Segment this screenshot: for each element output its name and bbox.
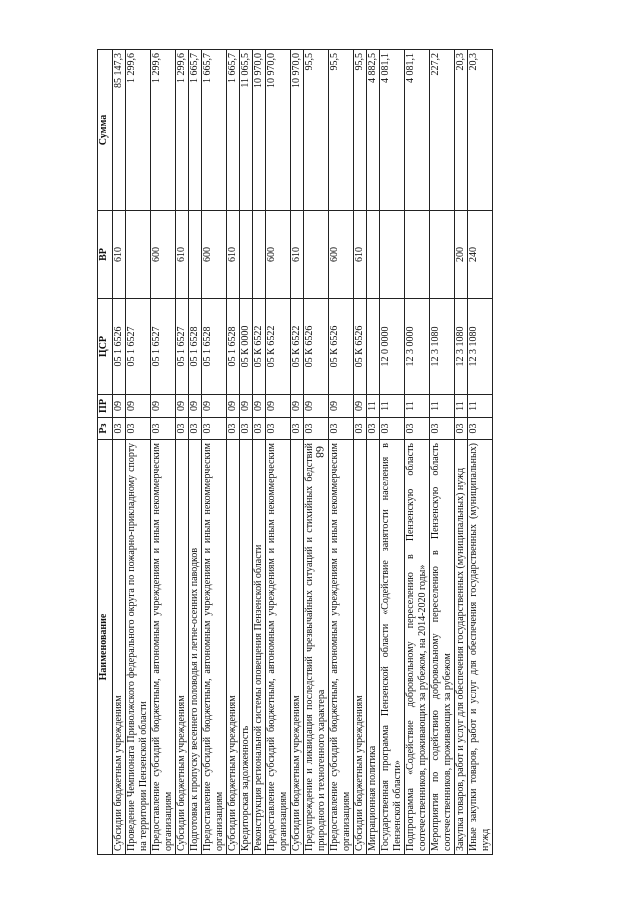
row-vr: [126, 211, 151, 299]
row-name: Реконструкция региональной системы оповещения Пензенской области: [253, 440, 266, 855]
row-csr: [367, 299, 380, 395]
row-name: Субсидии бюджетным учреждениям: [354, 440, 367, 855]
row-pr: 09: [227, 395, 240, 418]
row-sum: 1 299,6: [176, 50, 189, 211]
row-vr: [430, 211, 455, 299]
row-sum: 85 147,3: [113, 50, 126, 211]
header-name: Наименование: [98, 440, 113, 855]
table-row: [430, 50, 455, 855]
row-rz: 03: [380, 418, 405, 440]
row-name: Подготовка к пропуску весеннего половодья и летне-осенних паводков: [189, 440, 202, 855]
row-vr: [367, 211, 380, 299]
table-row: [367, 50, 380, 855]
header-sum: Сумма: [98, 50, 113, 211]
row-rz: 03: [367, 418, 380, 440]
row-pr: 09: [291, 395, 304, 418]
row-vr: [380, 211, 405, 299]
row-sum: 20,3: [455, 50, 468, 211]
row-vr: 600: [202, 211, 227, 299]
row-rz: 03: [304, 418, 329, 440]
row-name: Кредиторская задолженность: [240, 440, 253, 855]
row-pr: 09: [304, 395, 329, 418]
table-row: [253, 50, 266, 855]
row-vr: 600: [329, 211, 354, 299]
row-rz: 03: [202, 418, 227, 440]
row-sum: 1 665,7: [202, 50, 227, 211]
row-sum: 11 065,5: [240, 50, 253, 211]
row-csr: 05 К 6526: [329, 299, 354, 395]
row-vr: 610: [176, 211, 189, 299]
row-pr: 09: [329, 395, 354, 418]
row-rz: 03: [266, 418, 291, 440]
row-pr: 09: [253, 395, 266, 418]
row-vr: 200: [455, 211, 468, 299]
row-csr: 05 К 6522: [291, 299, 304, 395]
row-name: Подпрограмма «Содействие добровольному переселению в Пензенскую область соотечественников, проживающих за рубежом, на 2014-2020 годы»: [405, 440, 430, 855]
row-rz: 03: [468, 418, 493, 440]
row-sum: 10 970,0: [291, 50, 304, 211]
table-row: [176, 50, 189, 855]
row-csr: 05 1 6527: [151, 299, 176, 395]
table-row: [380, 50, 405, 855]
row-pr: 09: [113, 395, 126, 418]
row-rz: 03: [113, 418, 126, 440]
row-sum: 95,5: [304, 50, 329, 211]
row-pr: 11: [405, 395, 430, 418]
table-row: [329, 50, 354, 855]
table-row: [405, 50, 430, 855]
row-name: Иные закупки товаров, работ и услуг для обеспечения государственных (муниципальных) нужд: [468, 440, 493, 855]
row-name: Субсидии бюджетным учреждениям: [291, 440, 304, 855]
row-name: Предупреждение и ликвидация последствий чрезвычайных ситуаций и стихийных бедствий природного и техногенного характера: [304, 440, 329, 855]
row-vr: [405, 211, 430, 299]
row-sum: 227,2: [430, 50, 455, 211]
row-csr: 05 1 6526: [113, 299, 126, 395]
row-csr: 05 К 6526: [354, 299, 367, 395]
row-rz: 03: [291, 418, 304, 440]
row-csr: 05 1 6527: [176, 299, 189, 395]
table-row: [291, 50, 304, 855]
row-rz: 03: [227, 418, 240, 440]
row-pr: 11: [380, 395, 405, 418]
row-rz: 03: [189, 418, 202, 440]
table-header-row: [98, 50, 113, 855]
row-pr: 09: [189, 395, 202, 418]
row-rz: 03: [354, 418, 367, 440]
row-vr: 610: [113, 211, 126, 299]
row-sum: 1 665,7: [227, 50, 240, 211]
row-rz: 03: [151, 418, 176, 440]
header-pr: ПР: [98, 395, 113, 418]
row-rz: 03: [329, 418, 354, 440]
row-rz: 03: [126, 418, 151, 440]
row-vr: 600: [266, 211, 291, 299]
row-sum: 4 081,1: [380, 50, 405, 211]
row-csr: 05 К 0000: [240, 299, 253, 395]
row-sum: 4 081,1: [405, 50, 430, 211]
row-pr: 09: [240, 395, 253, 418]
row-csr: 05 1 6528: [227, 299, 240, 395]
header-csr: ЦСР: [98, 299, 113, 395]
row-vr: [240, 211, 253, 299]
row-csr: 12 3 0000: [405, 299, 430, 395]
row-pr: 09: [126, 395, 151, 418]
row-name: Закупка товаров, работ и услуг для обеспечения государственных (муниципальных) нужд: [455, 440, 468, 855]
table-row: [455, 50, 468, 855]
table-row: [113, 50, 126, 855]
budget-table: [97, 49, 493, 855]
row-name: Субсидии бюджетным учреждениям: [113, 440, 126, 855]
row-vr: [304, 211, 329, 299]
row-vr: 610: [227, 211, 240, 299]
row-rz: 03: [240, 418, 253, 440]
row-name: Мероприятия по содействию добровольному переселению в Пензенскую область соотечественников, проживающих за рубежом: [430, 440, 455, 855]
row-csr: 05 1 6527: [126, 299, 151, 395]
table-row: [189, 50, 202, 855]
page-number: 68: [313, 446, 327, 458]
row-csr: 05 К 6522: [253, 299, 266, 395]
row-pr: 11: [430, 395, 455, 418]
row-sum: 10 970,0: [266, 50, 291, 211]
row-name: Субсидии бюджетным учреждениям: [176, 440, 189, 855]
row-rz: 03: [176, 418, 189, 440]
row-rz: 03: [405, 418, 430, 440]
row-sum: 4 882,5: [367, 50, 380, 211]
row-name: Предоставление субсидий бюджетным, автономным учреждениям и иным некоммерческим организациям: [151, 440, 176, 855]
rotated-page-content: [97, 50, 627, 855]
row-csr: 12 3 1080: [455, 299, 468, 395]
row-pr: 11: [468, 395, 493, 418]
row-name: Проведение Чемпионата Приволжского федерального округа по пожарно-прикладному спорту на территории Пензенской области: [126, 440, 151, 855]
row-csr: 05 К 6526: [304, 299, 329, 395]
row-rz: 03: [253, 418, 266, 440]
row-sum: 10 970,0: [253, 50, 266, 211]
table-row: [468, 50, 493, 855]
row-vr: 600: [151, 211, 176, 299]
row-rz: 03: [455, 418, 468, 440]
row-sum: 1 299,6: [151, 50, 176, 211]
header-rz: Рз: [98, 418, 113, 440]
table-row: [354, 50, 367, 855]
row-pr: 09: [266, 395, 291, 418]
row-sum: 95,5: [329, 50, 354, 211]
header-vr: ВР: [98, 211, 113, 299]
row-rz: 03: [430, 418, 455, 440]
row-name: Государственная программа Пензенской области «Содействие занятости населения в Пензенской области»: [380, 440, 405, 855]
table-row: [202, 50, 227, 855]
row-pr: 09: [354, 395, 367, 418]
row-csr: 12 3 1080: [430, 299, 455, 395]
row-vr: [189, 211, 202, 299]
row-csr: 12 0 0000: [380, 299, 405, 395]
row-sum: 1 665,7: [189, 50, 202, 211]
row-csr: 05 К 6522: [266, 299, 291, 395]
row-name: Предоставление субсидий бюджетным, автономным учреждениям и иным некоммерческим организациям: [266, 440, 291, 855]
table-row: [151, 50, 176, 855]
row-csr: 05 1 6528: [189, 299, 202, 395]
table-row: [126, 50, 151, 855]
table-row: [304, 50, 329, 855]
row-vr: 610: [354, 211, 367, 299]
row-vr: 240: [468, 211, 493, 299]
row-sum: 1 299,6: [126, 50, 151, 211]
row-csr: 12 3 1080: [468, 299, 493, 395]
row-sum: 20,3: [468, 50, 493, 211]
row-name: Субсидии бюджетным учреждениям: [227, 440, 240, 855]
row-name: Предоставление субсидий бюджетным, автономным учреждениям и иным некоммерческим организациям: [202, 440, 227, 855]
table-row: [266, 50, 291, 855]
table-row: [240, 50, 253, 855]
row-vr: [253, 211, 266, 299]
row-pr: 09: [151, 395, 176, 418]
table-row: [227, 50, 240, 855]
row-name: Предоставление субсидий бюджетным, автономным учреждениям и иным некоммерческим организациям: [329, 440, 354, 855]
row-sum: 95,5: [354, 50, 367, 211]
row-vr: 610: [291, 211, 304, 299]
row-pr: 09: [176, 395, 189, 418]
row-csr: 05 1 6528: [202, 299, 227, 395]
row-pr: 11: [367, 395, 380, 418]
row-pr: 09: [202, 395, 227, 418]
row-name: Миграционная политика: [367, 440, 380, 855]
row-pr: 11: [455, 395, 468, 418]
